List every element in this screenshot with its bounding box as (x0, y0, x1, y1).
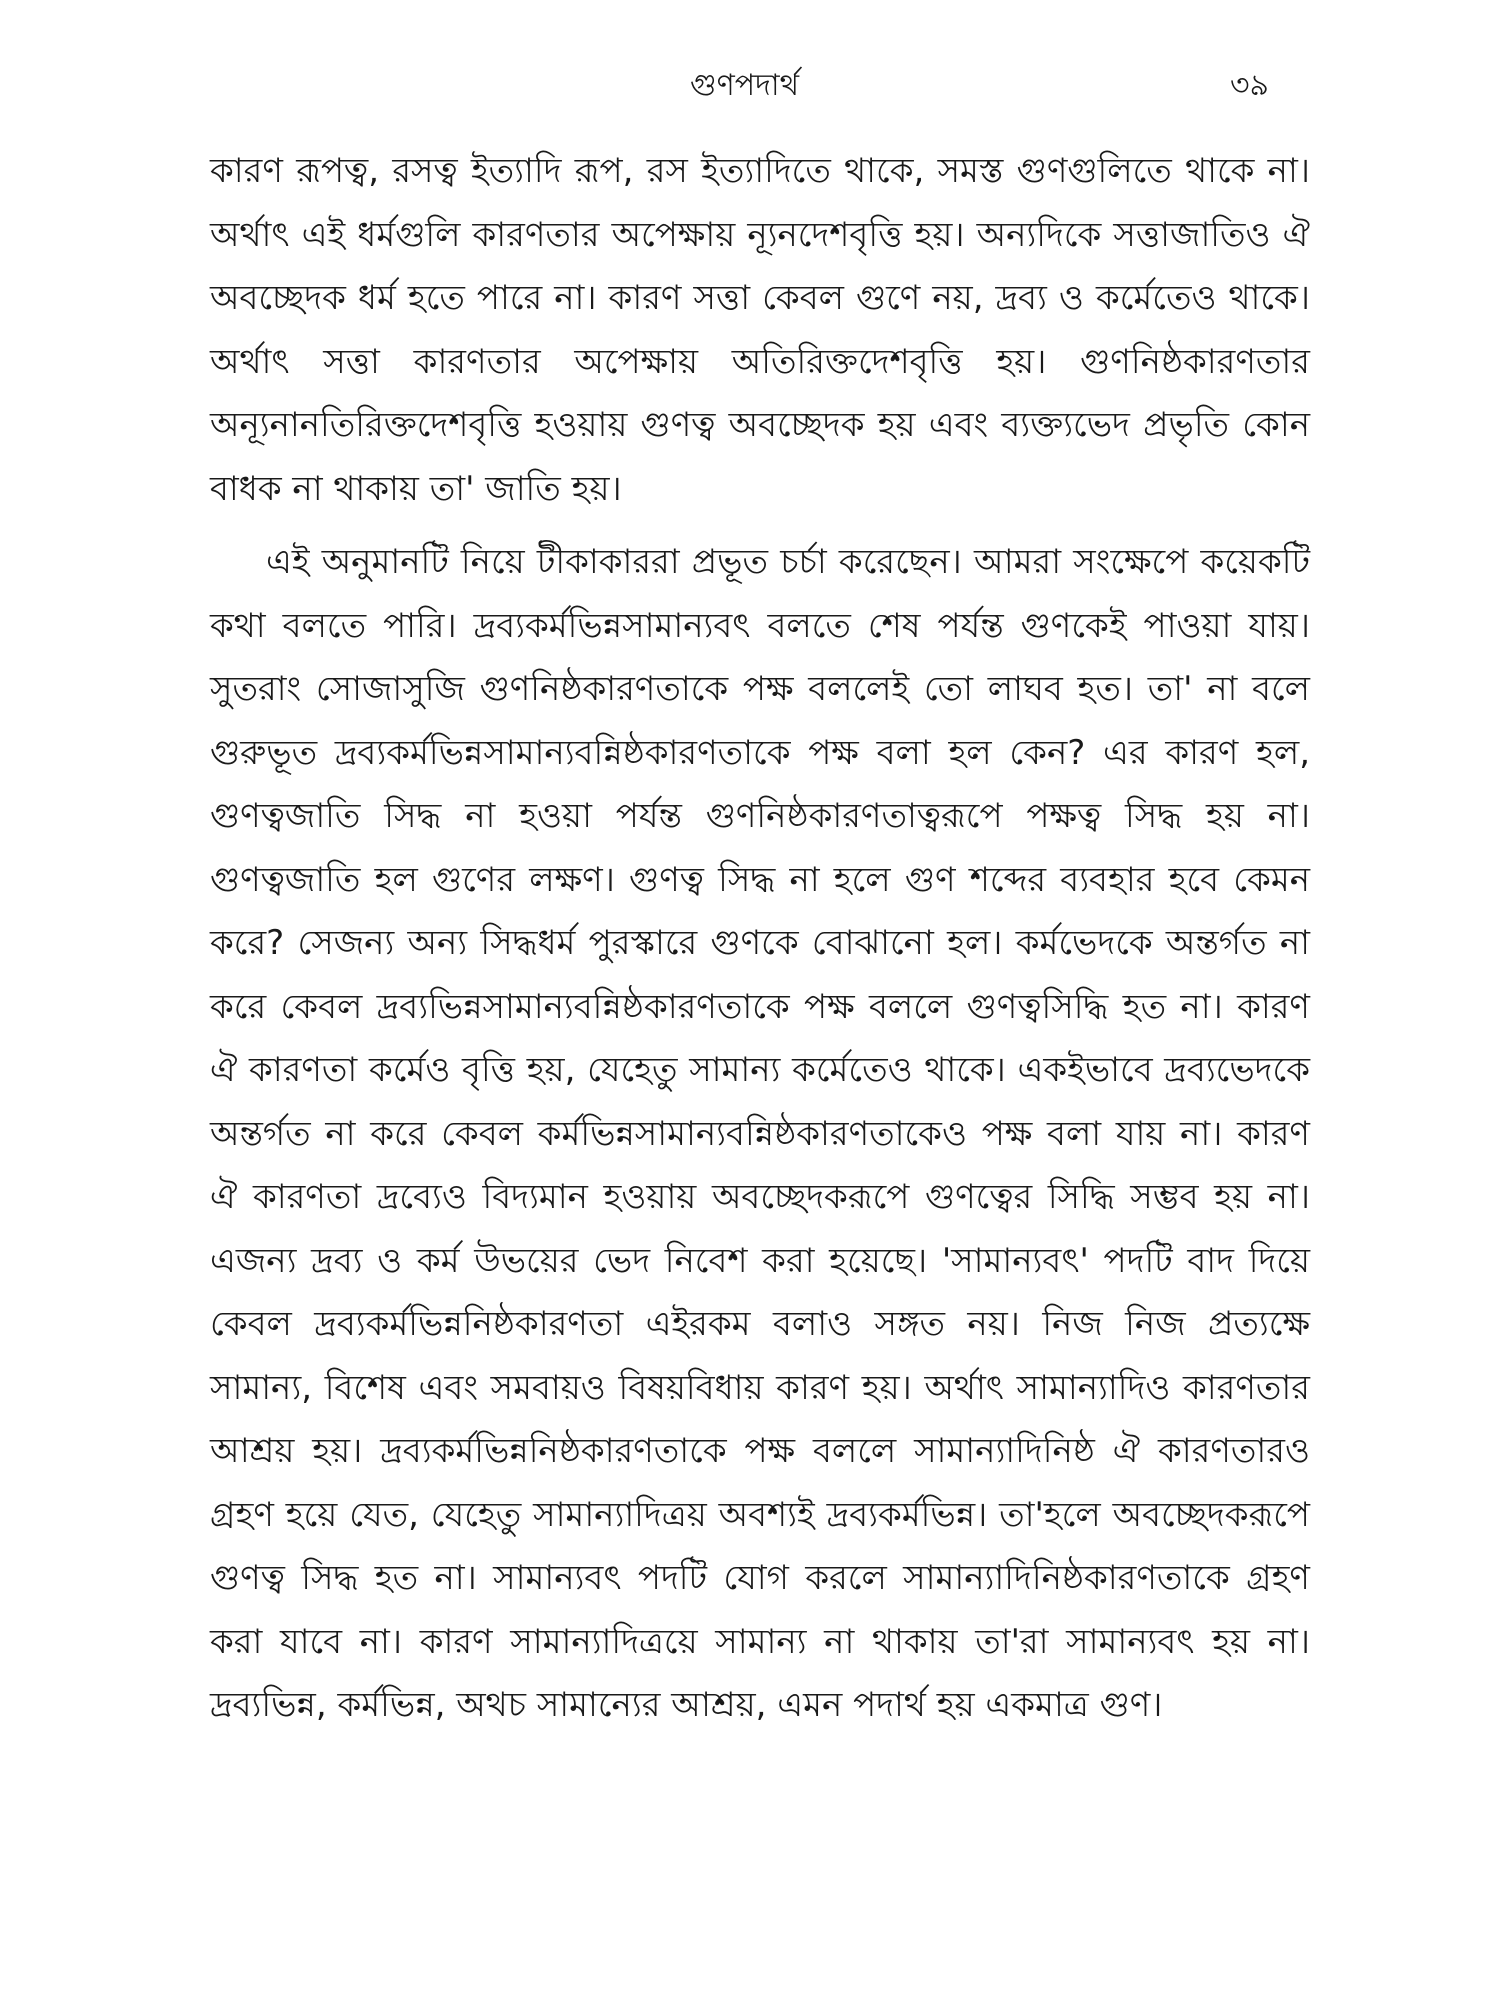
body-text (210, 140, 1310, 1748)
paragraph-2: এই অনুমানটি নিয়ে টীকাকাররা প্রভূত চর্চা করেছেন। আমরা সংক্ষেপে কয়েকটি কথা বলতে পারি। দ্রব্যকর্মভিন্নসামান্যবৎ বলতে শেষ পর্যন্ত গুণকেই পাওয়া যায়। সুতরাং সোজাসুজি গুণনিষ্ঠকারণতাকে পক্ষ বললেই তো লাঘব হত। তা' না বলে গুরুভূত দ্রব্যকর্মভিন্নসামান্যবন্নিষ্ঠকারণতাকে পক্ষ বলা হল কেন? এর কারণ হল, গুণত্বজাতি সিদ্ধ না হওয়া পর্যন্ত গুণনিষ্ঠকারণতাত্বরূপে পক্ষত্ব সিদ্ধ হয় না। গুণত্বজাতি হল গুণের লক্ষণ। গুণত্ব সিদ্ধ না হলে গুণ শব্দের ব্যবহার হবে কেমন করে? সেজন্য অন্য সিদ্ধধর্ম পুরস্কারে গুণকে বোঝানো হল। কর্মভেদকে অন্তর্গত না করে কেবল দ্রব্যভিন্নসামান্যবন্নিষ্ঠকারণতাকে পক্ষ বললে গুণত্বসিদ্ধি হত না। কারণ ঐ কারণতা কর্মেও বৃত্তি হয়, যেহেতু সামান্য কর্মেতেও থাকে। একইভাবে দ্রব্যভেদকে অন্তর্গত না করে কেবল কর্মভিন্নসামান্যবন্নিষ্ঠকারণতাকেও পক্ষ বলা যায় না। কারণ ঐ কারণতা দ্রব্যেও বিদ্যমান হওয়ায় অবচ্ছেদকরূপে গুণত্বের সিদ্ধি সম্ভব হয় না। এজন্য দ্রব্য ও কর্ম উভয়ের ভেদ নিবেশ করা হয়েছে। 'সামান্যবৎ' পদটি বাদ দিয়ে কেবল দ্রব্যকর্মভিন্ননিষ্ঠকারণতা এইরকম বলাও সঙ্গত নয়। নিজ নিজ প্রত্যক্ষে সামান্য, বিশেষ এবং সমবায়ও বিষয়বিধায় কারণ হয়। অর্থাৎ সামান্যাদিও কারণতার আশ্রয় হয়। দ্রব্যকর্মভিন্ননিষ্ঠকারণতাকে পক্ষ বললে সামান্যাদিনিষ্ঠ ঐ কারণতারও গ্রহণ হয়ে যেত, যেহেতু সামান্যাদিত্রয় অবশ্যই দ্রব্যকর্মভিন্ন। তা'হলে অবচ্ছেদকরূপে গুণত্ব সিদ্ধ হত না। সামান্যবৎ পদটি যোগ করলে সামান্যাদিনিষ্ঠকারণতাকে গ্রহণ করা যাবে না। কারণ সামান্যাদিত্রয়ে সামান্য না থাকায় তা'রা সামান্যবৎ হয় না। দ্রব্যভিন্ন, কর্মভিন্ন, অথচ সামান্যের আশ্রয়, এমন পদার্থ হয় একমাত্র গুণ। (210, 542, 1310, 1725)
running-header (0, 60, 1500, 120)
page-number: ৩৯ (1230, 68, 1269, 103)
running-title: গুণপদার্থ (690, 68, 799, 103)
paragraph-1: কারণ রূপত্ব, রসত্ব ইত্যাদি রূপ, রস ইত্যাদিতে থাকে, সমস্ত গুণগুলিতে থাকে না। অর্থাৎ এই ধর্মগুলি কারণতার অপেক্ষায় ন্যূনদেশবৃত্তি হয়। অন্যদিকে সত্তাজাতিও ঐ অবচ্ছেদক ধর্ম হতে পারে না। কারণ সত্তা কেবল গুণে নয়, দ্রব্য ও কর্মেতেও থাকে। অর্থাৎ সত্তা কারণতার অপেক্ষায় অতিরিক্তদেশবৃত্তি হয়। গুণনিষ্ঠকারণতার অন্যূনানতিরিক্তদেশবৃত্তি হওয়ায় গুণত্ব অবচ্ছেদক হয় এবং ব্যক্ত্যভেদ প্রভৃতি কোন বাধক না থাকায় তা' জাতি হয়। (210, 151, 1310, 509)
